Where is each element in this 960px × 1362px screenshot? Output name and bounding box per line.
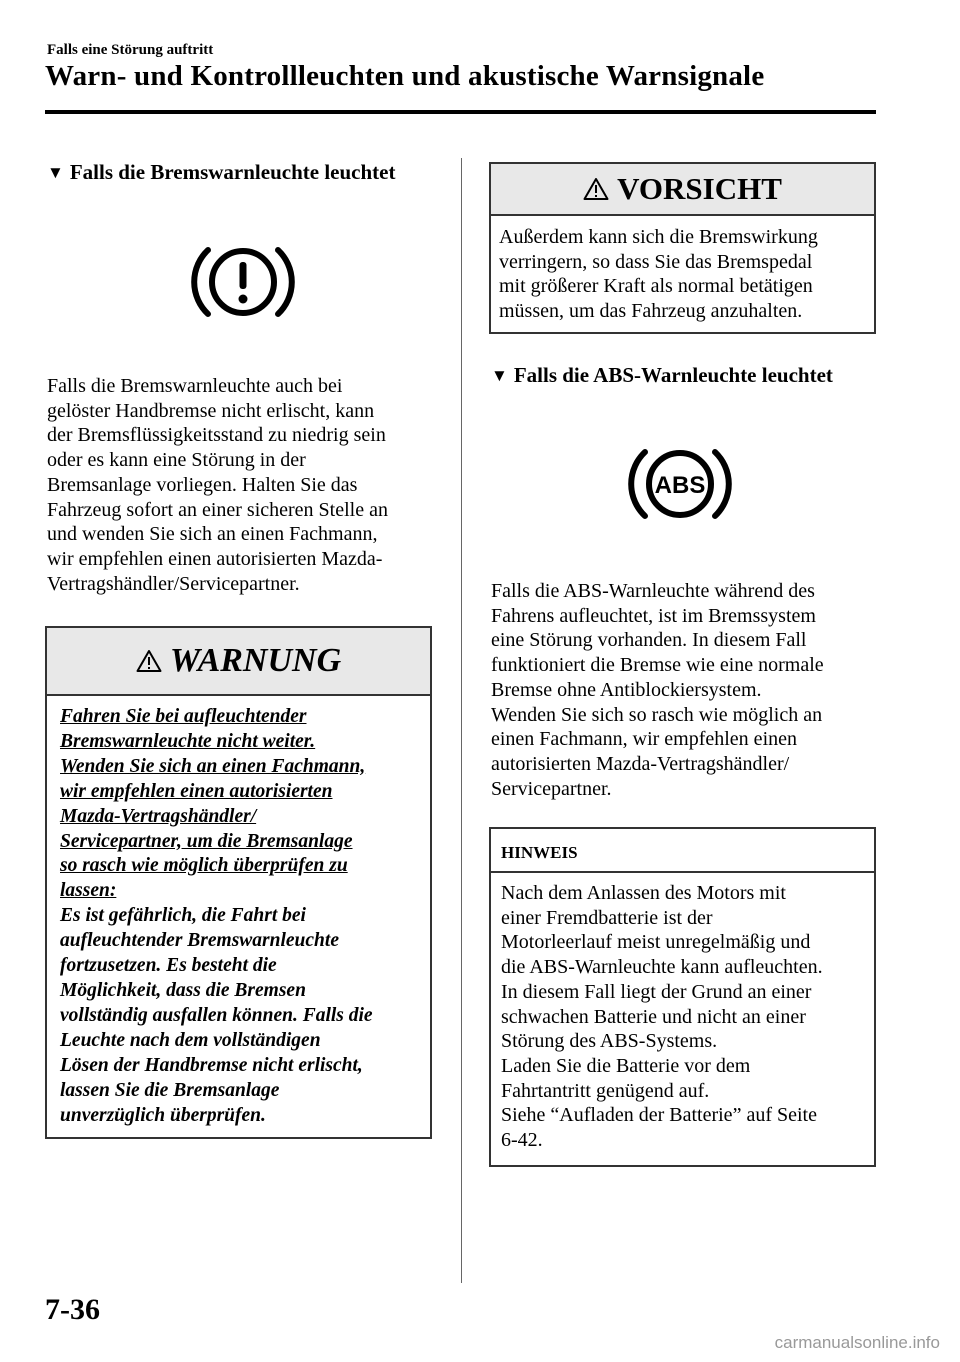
text-line: Wenden Sie sich an einen Fachmann,: [60, 755, 366, 777]
text-line: eine Störung vorhanden. In diesem Fall: [491, 629, 807, 652]
watermark: carmanualsonline.info: [774, 1333, 940, 1352]
text-line: Falls die ABS-Warnleuchte während des: [491, 580, 815, 602]
text-line: Lösen der Handbremse nicht erlischt,: [60, 1054, 363, 1076]
warning-triangle-icon: [583, 177, 609, 201]
vorsicht-box: [489, 162, 876, 334]
abs-warning-heading-text: Falls die ABS-Warnleuchte leuchtet: [513, 363, 833, 387]
text-line: funktioniert die Bremse wie eine normale: [491, 654, 824, 677]
warnung-header: [47, 628, 430, 696]
section-label: Falls eine Störung auftritt: [47, 42, 214, 58]
text-line: so rasch wie möglich überprüfen zu: [60, 855, 348, 877]
text-line: mit größerer Kraft als normal betätigen: [499, 275, 813, 298]
text-line: schwachen Batterie und nicht an einer: [501, 1005, 806, 1028]
page-number: 7-36: [45, 1293, 100, 1326]
text-line: einer Fremdbatterie ist der: [501, 906, 713, 929]
text-line: oder es kann eine Störung in der: [47, 449, 306, 472]
text-line: Vertragshändler/Servicepartner.: [47, 572, 300, 595]
text-line: der Bremsflüssigkeitsstand zu niedrig sein: [47, 424, 386, 447]
text-line: gelöster Handbremse nicht erlischt, kann: [47, 399, 375, 422]
text-line: Bremswarnleuchte nicht weiter.: [60, 730, 316, 752]
text-line: müssen, um das Fahrzeug anzuhalten.: [499, 300, 803, 323]
text-line: Bremse ohne Antiblockiersystem.: [491, 678, 762, 701]
brake-warning-heading-text: Falls die Bremswarnleuchte leuchtet: [69, 160, 396, 184]
text-line: Fahren Sie bei aufleuchtender: [60, 706, 307, 727]
text-line: einen Fachmann, wir empfehlen einen: [491, 728, 797, 751]
text-line: Wenden Sie sich so rasch wie möglich an: [491, 703, 823, 726]
vorsicht-header: [491, 164, 874, 216]
hinweis-box: [489, 827, 876, 1167]
text-line: Störung des ABS-Systems.: [501, 1030, 718, 1053]
text-line: vollständig ausfallen können. Falls die: [60, 1004, 373, 1026]
abs-warning-paragraph: [491, 579, 881, 801]
brake-warning-icon: [188, 238, 298, 326]
text-line: die ABS-Warnleuchte kann aufleuchten.: [501, 956, 823, 979]
text-line: Falls die Bremswarnleuchte auch bei: [47, 375, 343, 397]
abs-warning-icon: [624, 440, 736, 528]
abs-warning-heading: [491, 363, 833, 388]
text-line: lassen:: [60, 880, 117, 902]
text-line: verringern, so dass Sie das Bremspedal: [499, 250, 813, 273]
text-line: Servicepartner, um die Bremsanlage: [60, 830, 353, 852]
text-line: fortzusetzen. Es besteht die: [60, 955, 277, 977]
warnung-title: WARNUNG: [169, 642, 342, 679]
text-line: Leuchte nach dem vollständigen: [60, 1029, 321, 1051]
warnung-body: [47, 696, 430, 1128]
hinweis-title: HINWEIS: [491, 829, 874, 873]
text-line: Bremsanlage vorliegen. Halten Sie das: [47, 473, 358, 496]
title-rule: [45, 110, 876, 114]
text-line: Mazda-Vertragshändler/: [60, 805, 257, 827]
text-line: Fahrtantritt genügend auf.: [501, 1079, 710, 1102]
text-line: lassen Sie die Bremsanlage: [60, 1079, 280, 1101]
brake-warning-paragraph: [47, 374, 447, 596]
text-line: autorisierten Mazda-Vertragshändler/: [491, 752, 790, 775]
triangle-bullet-icon: ▼: [47, 162, 64, 182]
text-line: Laden Sie die Batterie vor dem: [501, 1054, 751, 1077]
text-line: Es ist gefährlich, die Fahrt bei: [60, 905, 306, 927]
vorsicht-title: VORSICHT: [617, 171, 782, 206]
text-line: aufleuchtender Bremswarnleuchte: [60, 930, 339, 952]
text-line: Fahrens aufleuchtet, ist im Bremssystem: [491, 604, 816, 627]
text-line: Möglichkeit, dass die Bremsen: [60, 979, 306, 1001]
vorsicht-body: [491, 216, 874, 324]
text-line: unverzüglich überprüfen.: [60, 1104, 266, 1126]
text-line: 6-42.: [501, 1129, 543, 1152]
triangle-bullet-icon: ▼: [491, 365, 508, 385]
text-line: wir empfehlen einen autorisierten: [60, 780, 333, 802]
text-line: Siehe “Aufladen der Batterie” auf Seite: [501, 1104, 817, 1127]
page-title: Warn- und Kontrollleuchten und akustische Warnsignale: [45, 60, 765, 92]
text-line: Motorleerlauf meist unregelmäßig und: [501, 931, 811, 954]
text-line: Fahrzeug sofort an einer sicheren Stelle an: [47, 498, 388, 521]
text-line: In diesem Fall liegt der Grund an einer: [501, 980, 812, 1003]
warnung-box: [45, 626, 432, 1139]
text-line: Servicepartner.: [491, 777, 612, 800]
warning-triangle-icon: [136, 649, 162, 673]
text-line: Außerdem kann sich die Bremswirkung: [499, 226, 818, 248]
abs-icon-label: ABS: [654, 472, 706, 499]
column-divider: [461, 158, 462, 1283]
text-line: Nach dem Anlassen des Motors mit: [501, 882, 786, 904]
text-line: und wenden Sie sich an einen Fachmann,: [47, 523, 378, 546]
brake-warning-heading: [47, 160, 395, 185]
text-line: wir empfehlen einen autorisierten Mazda-: [47, 547, 383, 570]
hinweis-body: [491, 873, 874, 1153]
